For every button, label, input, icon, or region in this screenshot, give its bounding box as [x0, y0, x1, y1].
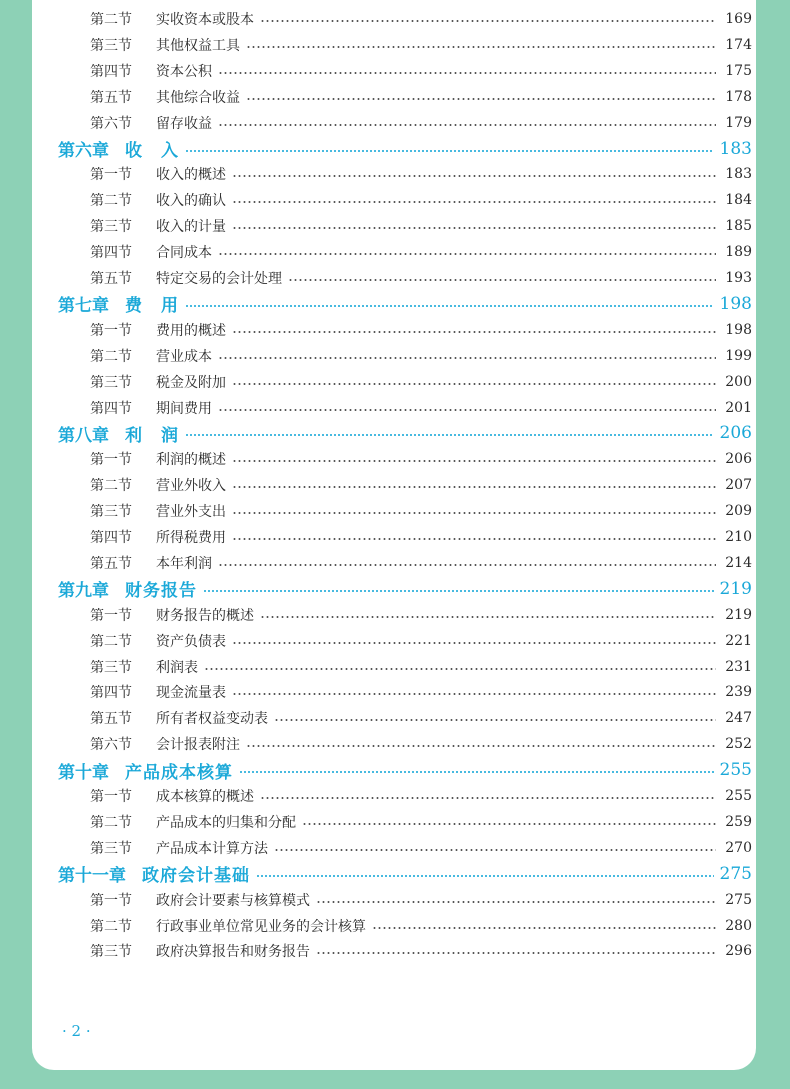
page-ref: 296 [725, 943, 752, 960]
section-title: 收入的计量 [156, 219, 226, 236]
toc-section-row [90, 345, 752, 367]
page-ref: 169 [725, 11, 752, 27]
leader-dots [232, 227, 716, 229]
page-ref: 270 [725, 839, 752, 856]
section-title: 所有者权益变动表 [156, 711, 268, 728]
page-ref: 209 [725, 503, 752, 520]
toc-section-row [90, 940, 752, 962]
page-ref: 252 [725, 736, 752, 753]
leader-dots [232, 486, 716, 488]
page-ref: 178 [725, 88, 752, 105]
leader-dots [232, 512, 716, 514]
page-ref: 179 [725, 114, 752, 131]
leader-dots [232, 538, 716, 540]
toc-chapter-row [58, 138, 752, 160]
leader-dots [185, 434, 714, 436]
section-title: 现金流量表 [156, 685, 226, 702]
section-title: 利润表 [156, 659, 198, 676]
chapter-title: 政府会计基础 [142, 866, 250, 887]
section-number: 第二节 [90, 193, 132, 210]
leader-dots [260, 616, 716, 618]
leader-dots [316, 901, 716, 903]
leader-dots [246, 745, 716, 747]
section-number: 第五节 [90, 271, 132, 287]
page-ref: 201 [725, 399, 752, 416]
toc-section-row [90, 656, 752, 678]
toc-chapter-row [58, 759, 752, 781]
toc-section-row [90, 267, 752, 289]
page-ref: 275 [719, 863, 752, 884]
page-ref: 189 [725, 244, 752, 261]
section-title: 资产负债表 [156, 633, 226, 650]
section-number: 第三节 [90, 659, 132, 676]
toc-section-row [90, 500, 752, 522]
page-ref: 210 [725, 529, 752, 545]
leader-dots [232, 383, 716, 385]
toc-chapter-row [58, 863, 752, 885]
page-ref: 198 [725, 321, 752, 338]
page-ref: 255 [719, 760, 752, 781]
section-number: 第一节 [90, 167, 132, 184]
toc-section-row [90, 604, 752, 626]
toc-section-row [90, 215, 752, 237]
toc-section-row [90, 8, 752, 30]
page-ref: 175 [725, 62, 752, 79]
leader-dots [256, 875, 714, 877]
leader-dots [232, 201, 716, 203]
toc-section-row [90, 371, 752, 393]
leader-dots [218, 253, 716, 255]
toc-section-row [90, 448, 752, 470]
page-ref: 174 [725, 36, 752, 53]
toc-section-row [90, 474, 752, 496]
toc-chapter-row [58, 578, 752, 600]
chapter-number: 第七章 [58, 296, 109, 317]
leader-dots [204, 668, 716, 670]
section-title: 利润的概述 [156, 452, 226, 469]
section-number: 第六节 [90, 737, 132, 754]
chapter-number: 第十章 [58, 762, 109, 783]
section-title: 合同成本 [156, 245, 212, 262]
leader-dots [218, 564, 716, 566]
leader-dots [185, 305, 714, 307]
toc-section-row [90, 526, 752, 548]
toc-chapter-row [58, 422, 752, 444]
leader-dots [246, 98, 716, 100]
leader-dots [239, 771, 714, 773]
chapter-title: 收 入 [125, 141, 179, 161]
leader-dots [218, 409, 716, 411]
toc-section-row [90, 189, 752, 211]
section-number: 第二节 [90, 12, 132, 28]
page-ref: 219 [719, 578, 752, 599]
toc-section-row [90, 889, 752, 911]
section-title: 收入的确认 [156, 193, 226, 210]
leader-dots [260, 20, 716, 22]
leader-dots [316, 952, 716, 954]
chapter-title: 产品成本核算 [125, 762, 233, 783]
section-title: 营业外收入 [156, 478, 226, 495]
section-number: 第二节 [90, 348, 132, 365]
toc-section-row [90, 241, 752, 263]
leader-dots [232, 331, 716, 333]
leader-dots [372, 927, 716, 929]
section-title: 行政事业单位常见业务的会计核算 [156, 918, 366, 935]
section-number: 第三节 [90, 944, 132, 961]
page-ref: 198 [719, 293, 752, 314]
section-title: 期间费用 [156, 400, 212, 417]
toc-section-row [90, 86, 752, 108]
section-title: 费用的概述 [156, 322, 226, 339]
leader-dots [203, 590, 714, 592]
section-number: 第三节 [90, 374, 132, 391]
page-ref: 200 [725, 373, 752, 390]
page-ref: 183 [725, 166, 752, 183]
chapter-number: 第八章 [58, 425, 109, 446]
toc-section-row [90, 733, 752, 755]
section-number: 第四节 [90, 245, 132, 262]
toc-section-row [90, 397, 752, 419]
toc-page [32, 0, 756, 1070]
section-number: 第二节 [90, 918, 132, 935]
page-ref: 214 [725, 554, 752, 571]
page-ref: 255 [725, 788, 752, 804]
leader-dots [274, 849, 716, 851]
section-title: 产品成本计算方法 [156, 840, 268, 857]
section-number: 第四节 [90, 400, 132, 417]
section-number: 第五节 [90, 711, 132, 728]
page-ref: 199 [725, 347, 752, 364]
page-ref: 193 [725, 270, 752, 286]
section-title: 特定交易的会计处理 [156, 271, 282, 287]
section-title: 本年利润 [156, 555, 212, 572]
section-title: 其他综合收益 [156, 89, 240, 106]
section-number: 第三节 [90, 504, 132, 521]
section-number: 第二节 [90, 478, 132, 495]
leader-dots [218, 72, 716, 74]
section-number: 第一节 [90, 789, 132, 805]
section-title: 财务报告的概述 [156, 607, 254, 624]
section-number: 第五节 [90, 89, 132, 106]
toc-section-row [90, 60, 752, 82]
section-title: 收入的概述 [156, 167, 226, 184]
toc-section-row [90, 811, 752, 833]
page-ref: 184 [725, 192, 752, 209]
section-number: 第一节 [90, 607, 132, 624]
toc-section-row [90, 837, 752, 859]
section-number: 第五节 [90, 555, 132, 572]
leader-dots [260, 797, 716, 799]
page-ref: 239 [725, 684, 752, 701]
section-title: 实收资本或股本 [156, 12, 254, 28]
section-number: 第四节 [90, 685, 132, 702]
section-number: 第三节 [90, 219, 132, 236]
section-title: 税金及附加 [156, 374, 226, 391]
section-title: 会计报表附注 [156, 737, 240, 754]
section-number: 第三节 [90, 37, 132, 54]
page-ref: 219 [725, 606, 752, 623]
page-ref: 259 [725, 813, 752, 830]
chapter-number: 第十一章 [58, 866, 126, 887]
page-ref: 275 [725, 891, 752, 908]
section-number: 第一节 [90, 892, 132, 909]
page-ref: 185 [725, 218, 752, 235]
section-number: 第一节 [90, 452, 132, 469]
section-number: 第四节 [90, 63, 132, 80]
leader-dots [218, 357, 716, 359]
page-ref: 221 [725, 632, 752, 649]
section-title: 营业外支出 [156, 504, 226, 521]
section-title: 产品成本的归集和分配 [156, 814, 296, 831]
section-title: 政府会计要素与核算模式 [156, 892, 310, 909]
toc-section-row [90, 785, 752, 807]
toc-section-row [90, 552, 752, 574]
section-number: 第四节 [90, 530, 132, 546]
leader-dots [185, 150, 714, 152]
page-ref: 231 [725, 658, 752, 675]
page-ref: 280 [725, 917, 752, 934]
leader-dots [274, 719, 716, 721]
toc-chapter-row [58, 293, 752, 315]
leader-dots [232, 642, 716, 644]
page-number: · 2 · [62, 1022, 91, 1040]
toc-section-row [90, 707, 752, 729]
section-title: 留存收益 [156, 115, 212, 132]
toc-section-row [90, 163, 752, 185]
leader-dots [232, 460, 716, 462]
page-ref: 207 [725, 477, 752, 494]
section-number: 第三节 [90, 840, 132, 857]
page-ref: 183 [719, 138, 752, 159]
section-title: 成本核算的概述 [156, 789, 254, 805]
leader-dots [288, 279, 716, 281]
toc-section-row [90, 319, 752, 341]
toc-section-row [90, 915, 752, 937]
section-number: 第一节 [90, 322, 132, 339]
section-title: 所得税费用 [156, 530, 226, 546]
section-number: 第六节 [90, 115, 132, 132]
section-title: 其他权益工具 [156, 37, 240, 54]
toc-section-row [90, 112, 752, 134]
leader-dots [218, 124, 716, 126]
leader-dots [232, 693, 716, 695]
chapter-title: 财务报告 [125, 581, 197, 602]
leader-dots [232, 175, 716, 177]
leader-dots [246, 46, 716, 48]
page-ref: 206 [719, 423, 752, 444]
chapter-title: 费 用 [125, 296, 179, 317]
toc-section-row [90, 34, 752, 56]
toc-section-row [90, 681, 752, 703]
section-title: 资本公积 [156, 63, 212, 80]
section-number: 第二节 [90, 814, 132, 831]
section-title: 政府决算报告和财务报告 [156, 944, 310, 961]
toc-section-row [90, 630, 752, 652]
page-ref: 206 [725, 451, 752, 468]
chapter-number: 第六章 [58, 141, 109, 161]
chapter-title: 利 润 [125, 425, 179, 446]
section-number: 第二节 [90, 633, 132, 650]
chapter-number: 第九章 [58, 581, 109, 602]
page-ref: 247 [725, 710, 752, 727]
leader-dots [302, 823, 716, 825]
section-title: 营业成本 [156, 348, 212, 365]
